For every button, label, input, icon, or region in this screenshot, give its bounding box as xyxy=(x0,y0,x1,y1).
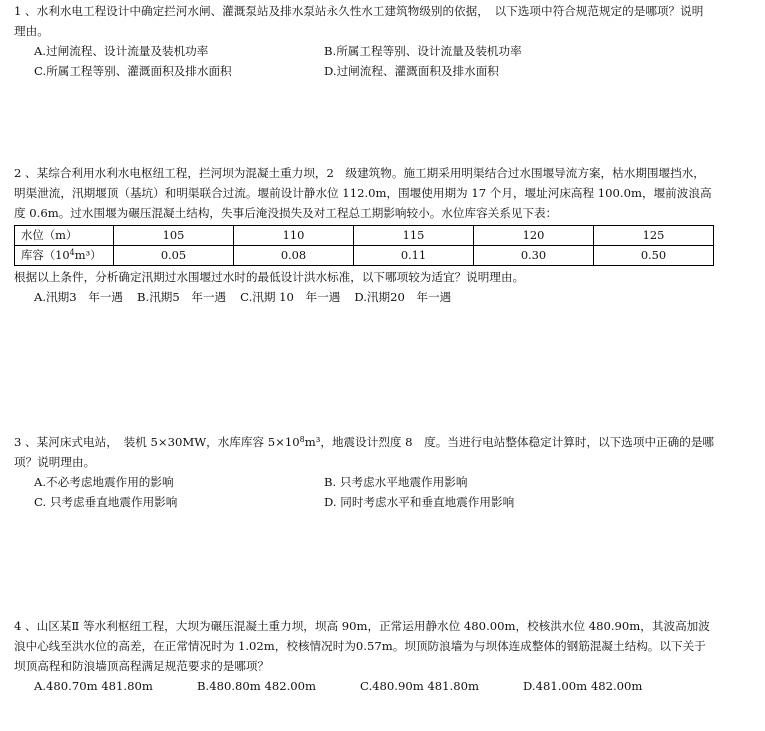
table-cell: 110 xyxy=(234,226,354,246)
q2-option-d[interactable]: D.汛期20 年一遇 xyxy=(354,290,452,304)
q4-option-b[interactable]: B.480.80m 482.00m xyxy=(197,679,317,693)
q1-option-b[interactable]: B.所属工程等别、设计流量及装机功率 xyxy=(324,44,522,58)
table-header-water-level: 水位（m） xyxy=(15,226,114,246)
q3-stem-part-b: m³，地震设计烈度 8 度。当进行电站整体稳定计算时，以下选项中正确的是哪项？说明理由。 xyxy=(14,435,715,469)
table-cell: 0.05 xyxy=(114,246,234,266)
capacity-label-suffix: m³） xyxy=(74,248,102,262)
table-cell: 120 xyxy=(474,226,594,246)
question-3-stem xyxy=(14,432,714,472)
capacity-label-prefix: 库容（10 xyxy=(21,248,70,262)
q3-option-b[interactable]: B. 只考虑水平地震作用影响 xyxy=(324,475,468,489)
q4-option-d[interactable]: D.481.00m 482.00m xyxy=(523,679,643,693)
q4-option-c[interactable]: C.480.90m 481.80m xyxy=(360,679,479,693)
q2-option-a[interactable]: A.汛期3 年一遇 xyxy=(34,290,123,304)
table-cell: 0.30 xyxy=(474,246,594,266)
capacity-label-sup: 4 xyxy=(69,248,75,257)
q3-option-a[interactable]: A.不必考虑地震作用的影响 xyxy=(34,475,174,489)
q1-option-a[interactable]: A.过闸流程、设计流量及装机功率 xyxy=(34,44,209,58)
question-1-stem: 1 、水利水电工程设计中确定拦河水闸、灌溉泵站及排水泵站永久性水工建筑物级别的依据， 以下选项中符合规范规定的是哪项？说明理由。 xyxy=(14,4,704,38)
table-cell: 105 xyxy=(114,226,234,246)
question-4-stem: 4 、山区某Ⅱ 等水利枢纽工程，大坝为碾压混凝土重力坝，坝高 90m，正常运用静水位 480.00m，校核洪水位 480.90m，其波高加波浪中心线至洪水位的高差，在正常情况时为 1.02m，校核情况时为0.57m。坝顶防浪墙为与坝体连成整体的钢筋混凝土结构。以下关于坝顶高程和防浪墙顶高程满足规范要求的是哪项？ xyxy=(14,619,710,673)
question-2-options xyxy=(14,287,714,307)
question-4-options xyxy=(14,676,714,696)
q1-option-d[interactable]: D.过闸流程、灌溉面积及排水面积 xyxy=(324,64,499,78)
table-row-capacity xyxy=(15,246,714,266)
table-header-capacity xyxy=(15,246,114,266)
table-cell: 0.08 xyxy=(234,246,354,266)
q2-option-c[interactable]: C.汛期 10 年一遇 xyxy=(240,290,341,304)
question-1-options xyxy=(14,41,714,81)
question-2-stem: 2 、某综合利用水利水电枢纽工程，拦河坝为混凝土重力坝，2 级建筑物。施工期采用明渠结合过水围堰导流方案，枯水期围堰挡水，明渠泄流，汛期堰顶（基坑）和明渠联合过流。堰前设计静水位 112.0m，围堰使用期为 17 个月，堰址河床高程 100.0m，堰前波浪高度 0.6m。过水围堰为碾压混凝土结构，失事后淹没损失及对工程总工期影响较小。水位库容关系见下表： xyxy=(14,166,712,220)
question-1 xyxy=(14,1,714,81)
table-cell: 115 xyxy=(354,226,474,246)
question-3 xyxy=(14,432,714,512)
question-2-followup: 根据以上条件，分析确定汛期过水围堰过水时的最低设计洪水标准，以下哪项较为适宜？说明理由。 xyxy=(14,270,525,284)
q3-option-d[interactable]: D. 同时考虑水平和垂直地震作用影响 xyxy=(324,495,515,509)
q3-stem-sup: 8 xyxy=(299,435,305,444)
q3-stem-part-a: 3 、某河床式电站， 装机 5×30MW，水库库容 5×10 xyxy=(14,435,300,449)
question-2 xyxy=(14,163,714,307)
question-4 xyxy=(14,616,714,696)
table-cell: 125 xyxy=(594,226,714,246)
q1-option-c[interactable]: C.所属工程等别、灌溉面积及排水面积 xyxy=(34,64,232,78)
q3-option-c[interactable]: C. 只考虑垂直地震作用影响 xyxy=(34,495,178,509)
q2-option-b[interactable]: B.汛期5 年一遇 xyxy=(137,290,227,304)
table-cell: 0.50 xyxy=(594,246,714,266)
q4-option-a[interactable]: A.480.70m 481.80m xyxy=(34,679,153,693)
question-3-options xyxy=(14,472,714,512)
table-cell: 0.11 xyxy=(354,246,474,266)
table-row-water-level xyxy=(15,226,714,246)
water-level-capacity-table xyxy=(14,225,714,266)
